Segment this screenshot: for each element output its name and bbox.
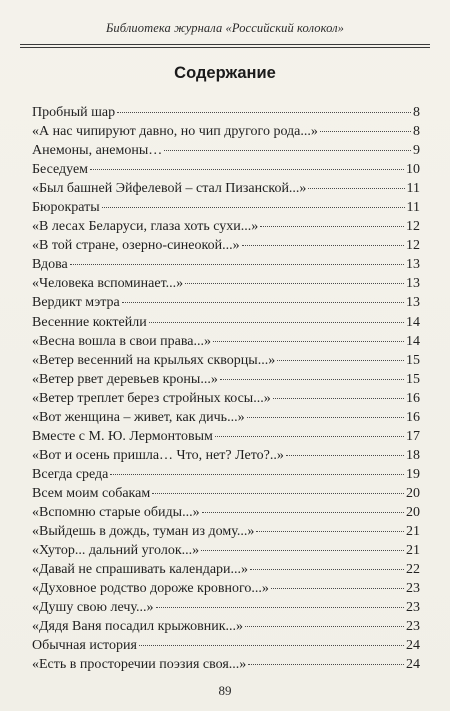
toc-entry: [32, 255, 420, 274]
toc-entry-page: 23: [406, 600, 420, 616]
toc-entry-title: «В той стране, озерно-синеокой...»: [32, 238, 240, 254]
toc-entry-title: Бюрократы: [32, 200, 100, 216]
toc-entry: [32, 236, 420, 255]
toc-entry-title: Вместе с М. Ю. Лермонтовым: [32, 428, 213, 444]
toc-entry-title: «Вспомню старые обиды...»: [32, 504, 200, 520]
dot-leader: [247, 417, 404, 418]
toc-entry-page: 14: [406, 333, 420, 349]
toc-entry-page: 12: [406, 219, 420, 235]
toc-entry: [32, 351, 420, 370]
toc-entry-title: «В лесах Беларуси, глаза хоть сухи...»: [32, 219, 259, 235]
toc-entry-page: 13: [406, 295, 420, 311]
toc-entry-title: «Душу свою лечу...»: [32, 600, 154, 616]
toc-entry-title: «Вот и осень пришла… Что, нет? Лето?..»: [32, 447, 284, 463]
toc-entry: [32, 636, 420, 655]
toc-entry: [32, 217, 420, 236]
toc-entry: [32, 579, 420, 598]
dot-leader: [152, 493, 404, 494]
toc-entry-page: 21: [406, 543, 420, 559]
toc-entry-page: 9: [413, 143, 420, 159]
dot-leader: [185, 283, 404, 284]
toc-entry-title: «Есть в просторечии поэзия своя...»: [32, 657, 247, 673]
toc-entry-page: 12: [406, 238, 420, 254]
toc-entry: [32, 446, 420, 465]
toc-entry-title: «Духовное родство дороже кровного...»: [32, 581, 269, 597]
toc-entry: [32, 617, 420, 636]
toc-entry: [32, 141, 420, 160]
toc-entry-title: «Весна вошла в свои права...»: [32, 333, 211, 349]
toc-entry-title: Всегда среда: [32, 466, 109, 482]
dot-leader: [122, 302, 404, 303]
dot-leader: [245, 626, 404, 627]
toc-entry: [32, 560, 420, 579]
dot-leader: [90, 169, 404, 170]
toc-entry-page: 21: [406, 524, 420, 540]
toc-entry: [32, 503, 420, 522]
dot-leader: [286, 455, 404, 456]
dot-leader: [277, 360, 404, 361]
toc-entry: [32, 198, 420, 217]
dot-leader: [201, 550, 404, 551]
toc-entry-page: 20: [406, 504, 420, 520]
toc-entry: [32, 370, 420, 389]
toc-entry: [32, 122, 420, 141]
toc-entry: [32, 103, 420, 122]
dot-leader: [102, 207, 405, 208]
toc-entry-page: 13: [406, 276, 420, 292]
toc-entry-page: 16: [406, 409, 420, 425]
page-number: 89: [218, 683, 232, 698]
toc-entry: [32, 293, 420, 312]
toc-entry-title: Обычная история: [32, 638, 137, 654]
toc-entry-title: «Ветер весенний на крыльях скворцы...»: [32, 352, 276, 368]
dot-leader: [308, 188, 404, 189]
toc-entry-page: 23: [406, 581, 420, 597]
toc-entry: [32, 274, 420, 293]
toc-entry-page: 14: [406, 314, 420, 330]
dot-leader: [202, 512, 404, 513]
toc-entry-page: 8: [413, 124, 420, 140]
running-head: Библиотека журнала «Российский колокол»: [105, 21, 345, 35]
toc-entry-page: 15: [406, 352, 420, 368]
toc-entry-page: 19: [406, 466, 420, 482]
toc-entry: [32, 541, 420, 560]
dot-leader: [271, 588, 404, 589]
toc-entry-title: «Вот женщина – живет, как дичь...»: [32, 409, 245, 425]
dot-leader: [250, 569, 404, 570]
dot-leader: [242, 245, 404, 246]
dot-leader: [117, 112, 411, 113]
toc-entry-title: Вдова: [32, 257, 68, 273]
toc-entry-title: «Дядя Ваня посадил крыжовник...»: [32, 619, 244, 635]
dot-leader: [220, 379, 404, 380]
toc-entry-title: «Человека вспоминает...»: [32, 276, 184, 292]
table-of-contents: [32, 103, 420, 674]
dot-leader: [110, 474, 404, 475]
toc-entry-title: Анемоны, анемоны…: [32, 143, 163, 159]
dot-leader: [320, 131, 411, 132]
toc-entry-title: «Давай не спрашивать календари...»: [32, 562, 249, 578]
header-rule-bottom: [20, 47, 430, 48]
toc-entry-page: 10: [406, 162, 420, 178]
toc-entry-title: Беседуем: [32, 162, 89, 178]
toc-entry-title: Всем моим собакам: [32, 485, 151, 501]
contents-heading: Содержание: [174, 64, 276, 82]
dot-leader: [273, 398, 404, 399]
toc-entry-page: 13: [406, 257, 420, 273]
header-rule-top: [20, 44, 430, 45]
dot-leader: [248, 664, 404, 665]
toc-entry-page: 11: [406, 181, 420, 197]
toc-entry-title: «А нас чипируют давно, но чип другого рода...»: [32, 124, 318, 140]
toc-entry-page: 24: [406, 638, 420, 654]
toc-entry-page: 16: [406, 390, 420, 406]
toc-entry: [32, 389, 420, 408]
toc-entry: [32, 484, 420, 503]
dot-leader: [213, 341, 404, 342]
toc-entry-page: 23: [406, 619, 420, 635]
dot-leader: [139, 645, 404, 646]
toc-entry: [32, 160, 420, 179]
toc-entry-title: Весенние коктейли: [32, 314, 147, 330]
dot-leader: [70, 264, 404, 265]
toc-entry-page: 20: [406, 485, 420, 501]
toc-entry-title: Пробный шар: [32, 105, 116, 120]
toc-entry-page: 18: [406, 447, 420, 463]
dot-leader: [215, 436, 404, 437]
toc-entry-page: 17: [406, 428, 420, 444]
toc-entry-title: «Ветер треплет берез стройных косы...»: [32, 390, 271, 406]
toc-entry-title: Вердикт мэтра: [32, 295, 120, 311]
toc-entry: [32, 179, 420, 198]
toc-entry: [32, 655, 420, 674]
toc-entry-page: 11: [406, 200, 420, 216]
toc-entry-title: «Был башней Эйфелевой – стал Пизанской...»: [32, 181, 307, 197]
toc-entry-title: «Выйдешь в дождь, туман из дому...»: [32, 524, 255, 540]
dot-leader: [164, 150, 411, 151]
toc-entry-title: «Ветер рвет деревьев кроны...»: [32, 371, 218, 387]
dot-leader: [156, 607, 404, 608]
dot-leader: [256, 531, 404, 532]
toc-entry-page: 24: [406, 657, 420, 673]
toc-entry: [32, 408, 420, 427]
toc-entry-page: 8: [413, 105, 420, 120]
toc-entry-title: «Хутор... дальний уголок...»: [32, 543, 200, 559]
toc-entry: [32, 332, 420, 351]
toc-entry: [32, 598, 420, 617]
toc-entry-page: 15: [406, 371, 420, 387]
toc-entry: [32, 465, 420, 484]
toc-entry: [32, 522, 420, 541]
dot-leader: [149, 322, 404, 323]
toc-entry-page: 22: [406, 562, 420, 578]
toc-entry: [32, 313, 420, 332]
toc-entry: [32, 427, 420, 446]
dot-leader: [260, 226, 404, 227]
